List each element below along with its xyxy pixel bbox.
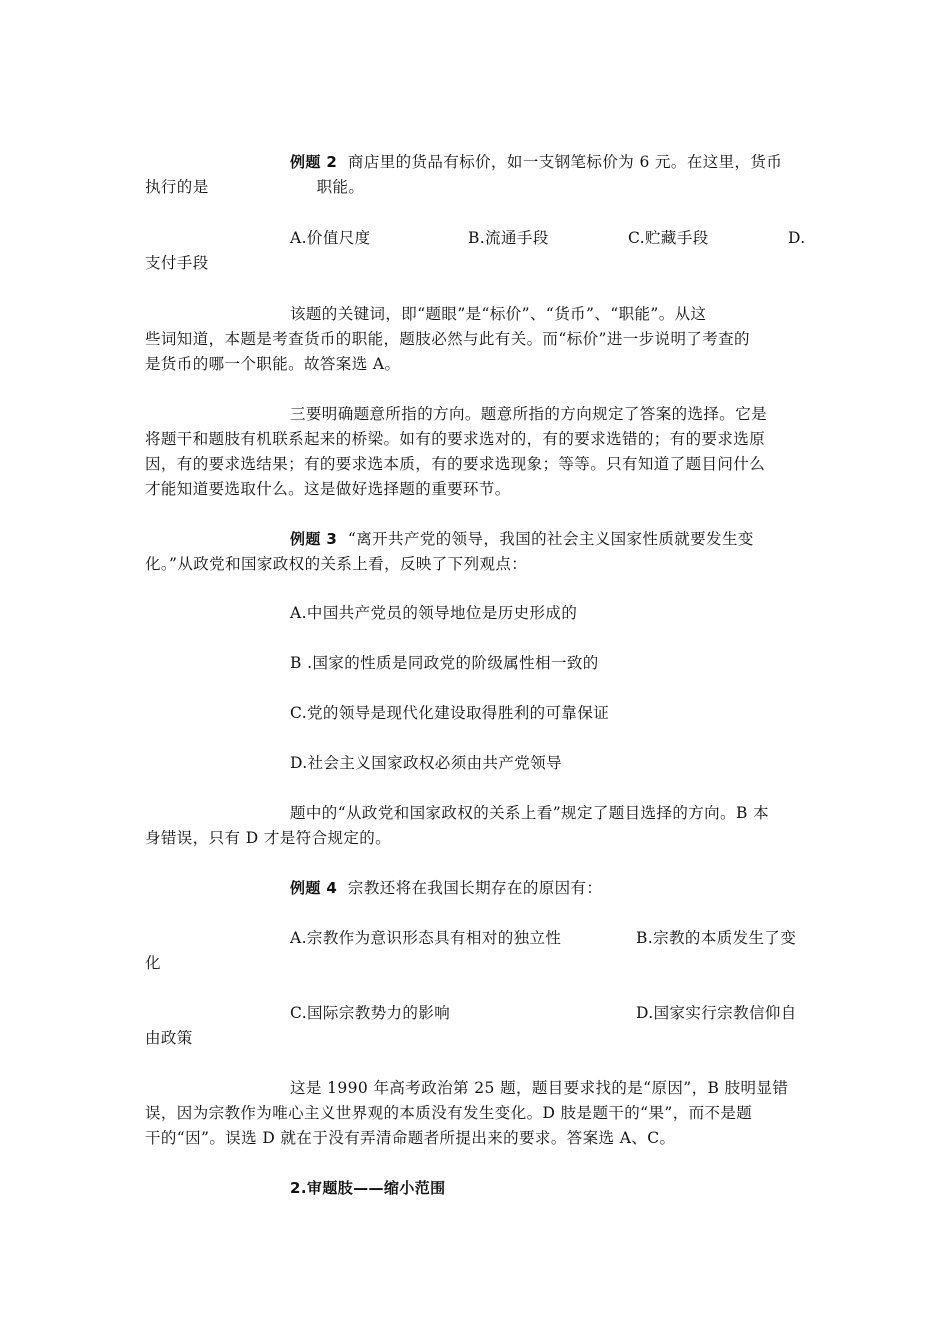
example-4-stem: 宗教还将在我国长期存在的原因有： <box>337 879 603 897</box>
example-4-option-a: A.宗教作为意识形态具有相对的独立性 <box>290 929 562 947</box>
example-2-blank-suffix: 职能。 <box>316 178 365 196</box>
example-2-analysis-1: 该题的关键词，即“题眼”是“标价”、“货币”、“职能”。从这 <box>290 305 707 323</box>
example-3-label: 例题 3 <box>290 530 338 548</box>
example-3-analysis-1: 题中的“从政党和国家政权的关系上看”规定了题目选择的方向。B 本 <box>290 804 769 822</box>
example-4-options-cd <box>290 1001 797 1025</box>
example-4-options-ab <box>290 926 796 950</box>
example-4-analysis-2: 误，因为宗教作为唯心主义世界观的本质没有发生变化。D 肢是题干的“果”，而不是题 <box>145 1104 753 1122</box>
example-4-line-1 <box>290 876 602 900</box>
principle-3-line-2: 将题干和题肢有机联系起来的桥梁。如有的要求选对的，有的要求选错的；有的要求选原 <box>145 430 766 448</box>
example-3-option-b: B .国家的性质是同政党的阶级属性相一致的 <box>290 654 599 672</box>
example-2-line-1 <box>290 150 782 174</box>
example-4-analysis-1: 这是 1990 年高考政治第 25 题，题目要求找的是“原因”，B 肢明显错 <box>290 1079 789 1097</box>
example-4-option-d: D.国家实行宗教信仰自 <box>636 1004 797 1022</box>
example-4-analysis-3: 干的“因”。误选 D 就在于没有弄清命题者所提出来的要求。答案选 A、C。 <box>145 1129 676 1147</box>
example-4-option-b-cont: 化 <box>145 954 161 972</box>
principle-3-line-1: 三要明确题意所指的方向。题意所指的方向规定了答案的选择。它是 <box>290 405 768 423</box>
example-2-option-a: A.价值尺度 <box>290 229 371 247</box>
example-2-line-2 <box>145 175 364 199</box>
example-2-option-b: B.流通手段 <box>468 229 549 247</box>
example-2-option-c: C.贮藏手段 <box>628 229 709 247</box>
example-4-option-d-cont: 由政策 <box>145 1029 193 1047</box>
example-3-line-2: 化。”从政党和国家政权的关系上看，反映了下列观点： <box>145 555 528 573</box>
example-4-option-c: C.国际宗教势力的影响 <box>290 1004 451 1022</box>
example-3-option-c: C.党的领导是现代化建设取得胜利的可靠保证 <box>290 704 610 722</box>
example-3-stem: “离开共产党的领导，我国的社会主义国家性质就要发生变 <box>337 530 754 548</box>
section-2-heading: 2.审题肢——缩小范围 <box>290 1179 446 1197</box>
example-2-option-d-cont: 支付手段 <box>145 254 209 272</box>
example-3-line-1 <box>290 527 754 551</box>
example-2-stem: 商店里的货品有标价，如一支钢笔标价为 6 元。在这里，货币 <box>337 153 783 171</box>
example-3-analysis-2: 身错误，只有 D 才是符合规定的。 <box>145 829 392 847</box>
example-2-analysis-3: 是货币的哪一个职能。故答案选 A。 <box>145 355 401 373</box>
example-2-label: 例题 2 <box>290 153 338 171</box>
example-3-option-d: D.社会主义国家政权必须由共产党领导 <box>290 754 563 772</box>
example-3-option-a: A.中国共产党员的领导地位是历史形成的 <box>290 604 578 622</box>
example-2-option-d: D. <box>788 229 806 247</box>
example-4-option-b: B.宗教的本质发生了变 <box>636 929 797 947</box>
example-2-stem-end: 执行的是 <box>145 178 209 196</box>
principle-3-line-3: 因，有的要求选结果；有的要求选本质，有的要求选现象；等等。只有知道了题目问什么 <box>145 455 766 473</box>
example-4-label: 例题 4 <box>290 879 338 897</box>
principle-3-line-4: 才能知道要选取什么。这是做好选择题的重要环节。 <box>145 480 511 498</box>
example-2-analysis-2: 些词知道，本题是考查货币的职能，题肢必然与此有关。而“标价”进一步说明了考查的 <box>145 330 750 348</box>
example-2-options <box>290 226 806 250</box>
